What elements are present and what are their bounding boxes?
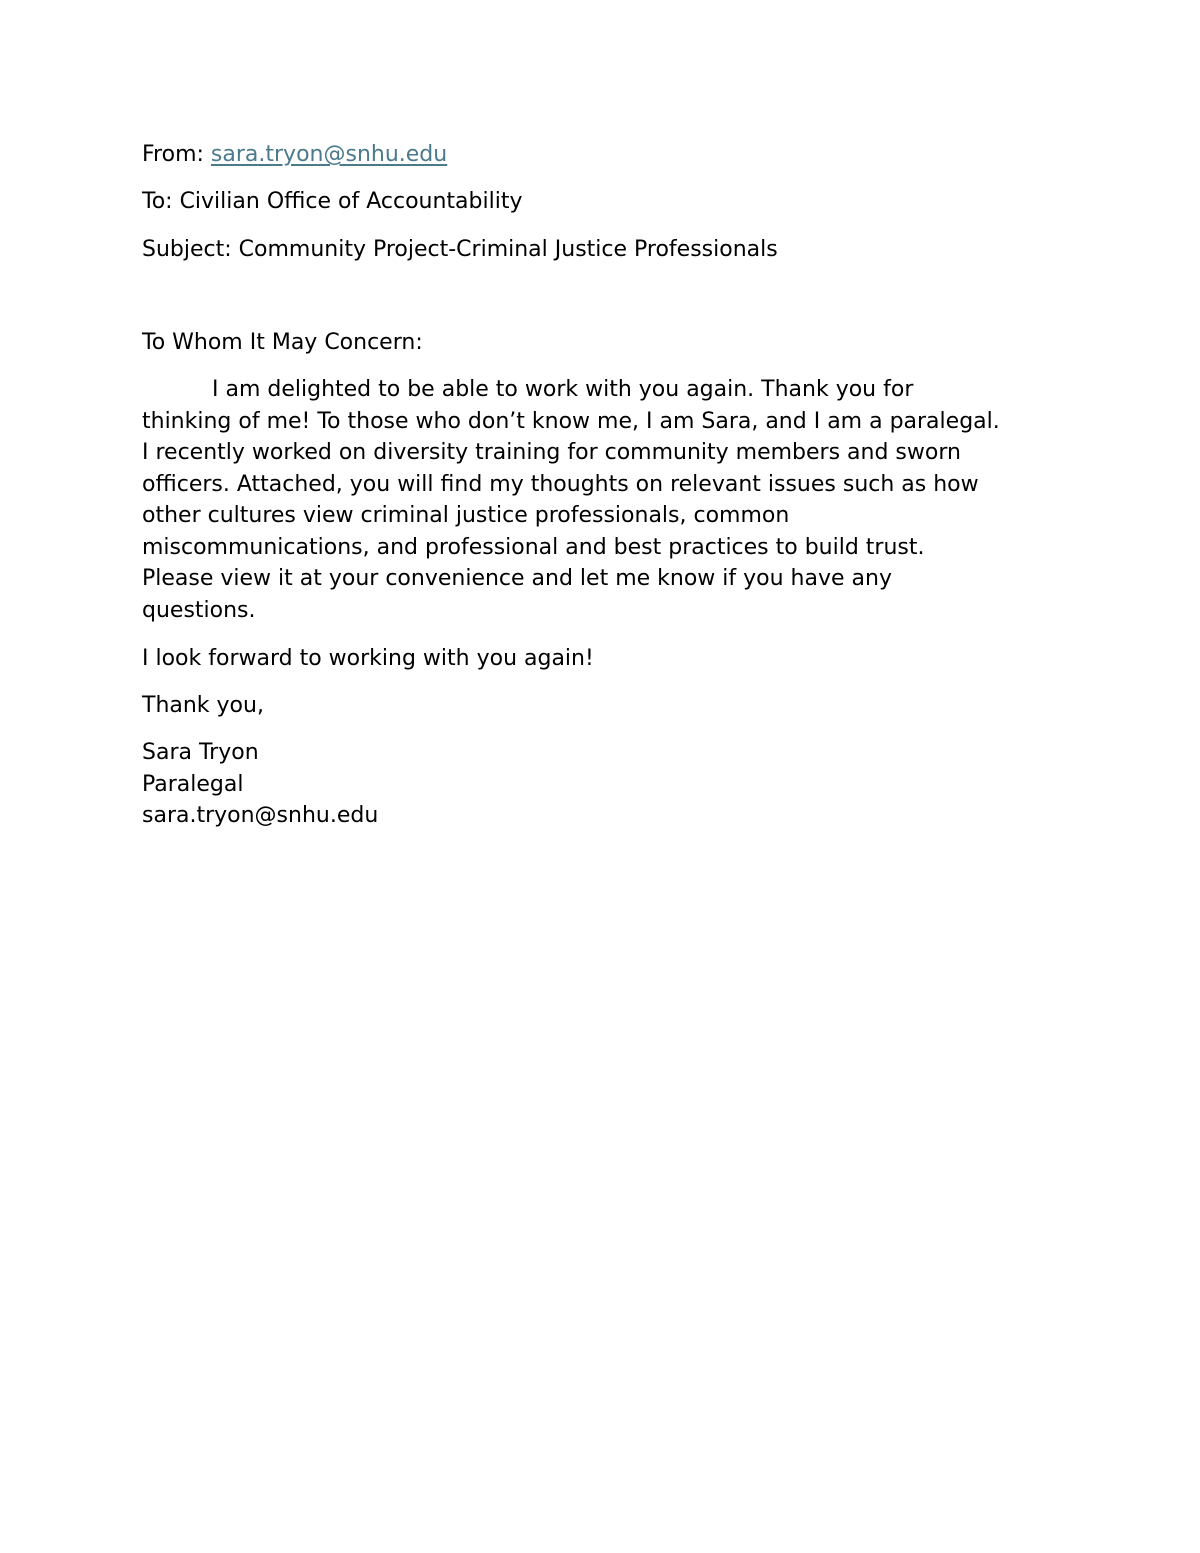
signoff: Thank you, bbox=[142, 693, 264, 718]
signature-title: Paralegal bbox=[142, 771, 244, 797]
from-line bbox=[142, 139, 447, 171]
body-line: officers. Attached, you will find my thoughts on relevant issues such as how bbox=[142, 471, 979, 497]
salutation: To Whom It May Concern: bbox=[142, 330, 423, 355]
signature-email: sara.tryon@snhu.edu bbox=[142, 803, 379, 828]
body-line: miscommunications, and professional and best practices to build trust. bbox=[142, 534, 925, 560]
body-line: questions. bbox=[142, 597, 256, 623]
signature-block bbox=[142, 737, 378, 832]
body-line: other cultures view criminal justice professionals, common bbox=[142, 503, 790, 528]
from-email-link[interactable]: sara.tryon@snhu.edu bbox=[210, 142, 448, 167]
to-line: To: Civilian Office of Accountability bbox=[142, 189, 523, 214]
from-label: From: bbox=[142, 142, 211, 167]
closing-line: I look forward to working with you again! bbox=[142, 646, 594, 671]
body-paragraph bbox=[142, 374, 1072, 626]
signature-name: Sara Tryon bbox=[142, 740, 259, 765]
body-line: Please view it at your convenience and let me know if you have any bbox=[142, 566, 892, 591]
body-line: I recently worked on diversity training for community members and sworn bbox=[142, 440, 961, 465]
body-line: thinking of me! To those who don’t know me, I am Sara, and I am a paralegal. bbox=[142, 408, 1000, 434]
body-line: I am delighted to be able to work with you again. Thank you for bbox=[212, 377, 914, 402]
subject-line: Subject: Community Project-Criminal Justice Professionals bbox=[142, 237, 778, 262]
